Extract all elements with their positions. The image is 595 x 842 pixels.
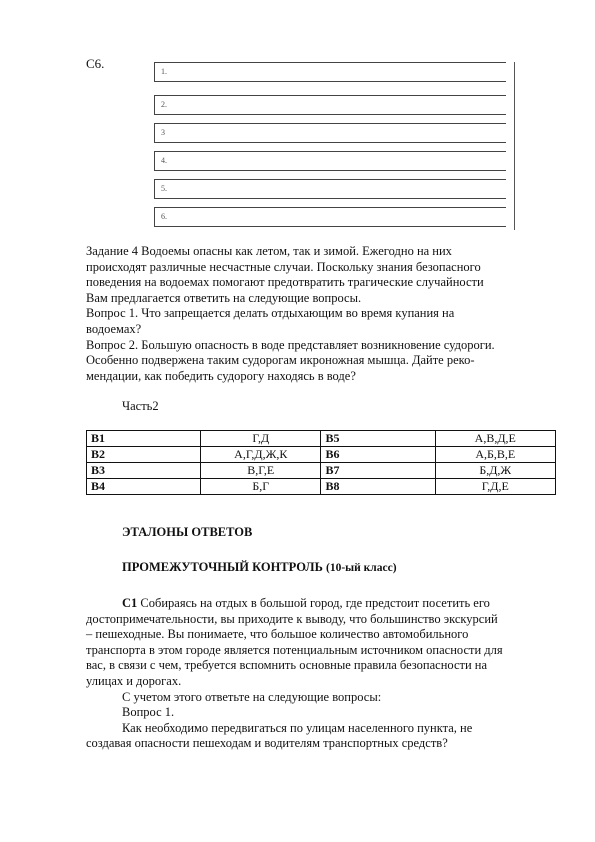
answer-line-2: 2. <box>154 95 506 115</box>
c1-line: достопримечательности, вы приходите к выводу, что большинство экскурсий <box>86 611 498 626</box>
c1-line: создавая опасности пешеходам и водителям транспортных средств? <box>86 736 448 751</box>
c1-line: транспорта в этом городе является потенциальным источником опасности для <box>86 642 503 657</box>
control-heading-main: ПРОМЕЖУТОЧНЫЙ КОНТРОЛЬ <box>122 560 323 574</box>
task-4-line: мендации, как победить судорогу находясь в воде? <box>86 368 356 383</box>
answer-lines-block <box>154 62 515 230</box>
answer-line-4: 4. <box>154 151 506 171</box>
answer-line-5: 5. <box>154 179 506 199</box>
table-cell: В6 <box>321 447 435 463</box>
c1-line: Как необходимо передвигаться по улицам населенного пункта, не <box>122 720 473 735</box>
table-cell: А,В,Д,Е <box>435 431 555 447</box>
answers-table <box>86 430 556 495</box>
part-2-label: Часть2 <box>122 399 159 413</box>
table-cell: Г,Д,Е <box>435 479 555 495</box>
table-cell: В8 <box>321 479 435 495</box>
c1-line-text: Собираясь на отдых в большой город, где предстоит посетить его <box>140 596 490 610</box>
table-cell: В1 <box>87 431 201 447</box>
control-heading <box>122 560 397 575</box>
table-cell: В,Г,Е <box>201 463 321 479</box>
table-cell: Б,Д,Ж <box>435 463 555 479</box>
task-4-line: происходят различные несчастные случаи. Поскольку знания безопасного <box>86 259 481 274</box>
table-cell: В4 <box>87 479 201 495</box>
control-heading-grade: (10-ый класс) <box>326 562 397 574</box>
c1-id: С1 <box>122 596 138 610</box>
task-4-text <box>86 244 556 384</box>
answer-line-1: 1. <box>154 62 506 82</box>
table-cell: А,Б,В,Е <box>435 447 555 463</box>
table-row <box>87 479 556 495</box>
c1-line: – пешеходные. Вы понимаете, что большое количество автомобильного <box>86 627 469 642</box>
task-4-line: Вопрос 1. Что запрещается делать отдыхающим во время купания на <box>86 306 455 321</box>
c1-line <box>86 596 556 612</box>
c1-text <box>86 596 556 752</box>
table-cell: В5 <box>321 431 435 447</box>
task-4-line: Вопрос 2. Большую опасность в воде представляет возникновение судороги. <box>86 337 495 352</box>
table-cell: Б,Г <box>201 479 321 495</box>
table-row <box>87 447 556 463</box>
c6-label: С6. <box>86 56 105 71</box>
table-cell: В2 <box>87 447 201 463</box>
task-4-line: Задание 4 Водоемы опасны как летом, так и зимой. Ежегодно на них <box>86 244 452 258</box>
c1-line: С учетом этого ответьте на следующие вопросы: <box>122 689 382 704</box>
table-cell: А,Г,Д,Ж,К <box>201 447 321 463</box>
table-cell: В3 <box>87 463 201 479</box>
table-cell: В7 <box>321 463 435 479</box>
task-4-line: водоемах? <box>86 321 142 336</box>
table-row <box>87 431 556 447</box>
c1-line: вас, в связи с чем, требуется вспомнить основные правила безопасности на <box>86 658 488 673</box>
c1-line: Вопрос 1. <box>122 705 175 720</box>
answer-line-3: 3 <box>154 123 506 143</box>
table-row <box>87 463 556 479</box>
answer-keys-heading: ЭТАЛОНЫ ОТВЕТОВ <box>122 525 253 539</box>
task-4-line: поведения на водоемах помогают предотвратить трагические случайности <box>86 275 484 290</box>
table-cell: Г,Д <box>201 431 321 447</box>
c1-line: улицах и дорогах. <box>86 673 182 688</box>
task-4-line: Особенно подвержена таким судорогам икроножная мышца. Дайте реко- <box>86 353 475 368</box>
answer-line-6: 6. <box>154 207 506 227</box>
task-4-line: Вам предлагается ответить на следующие вопросы. <box>86 290 362 305</box>
